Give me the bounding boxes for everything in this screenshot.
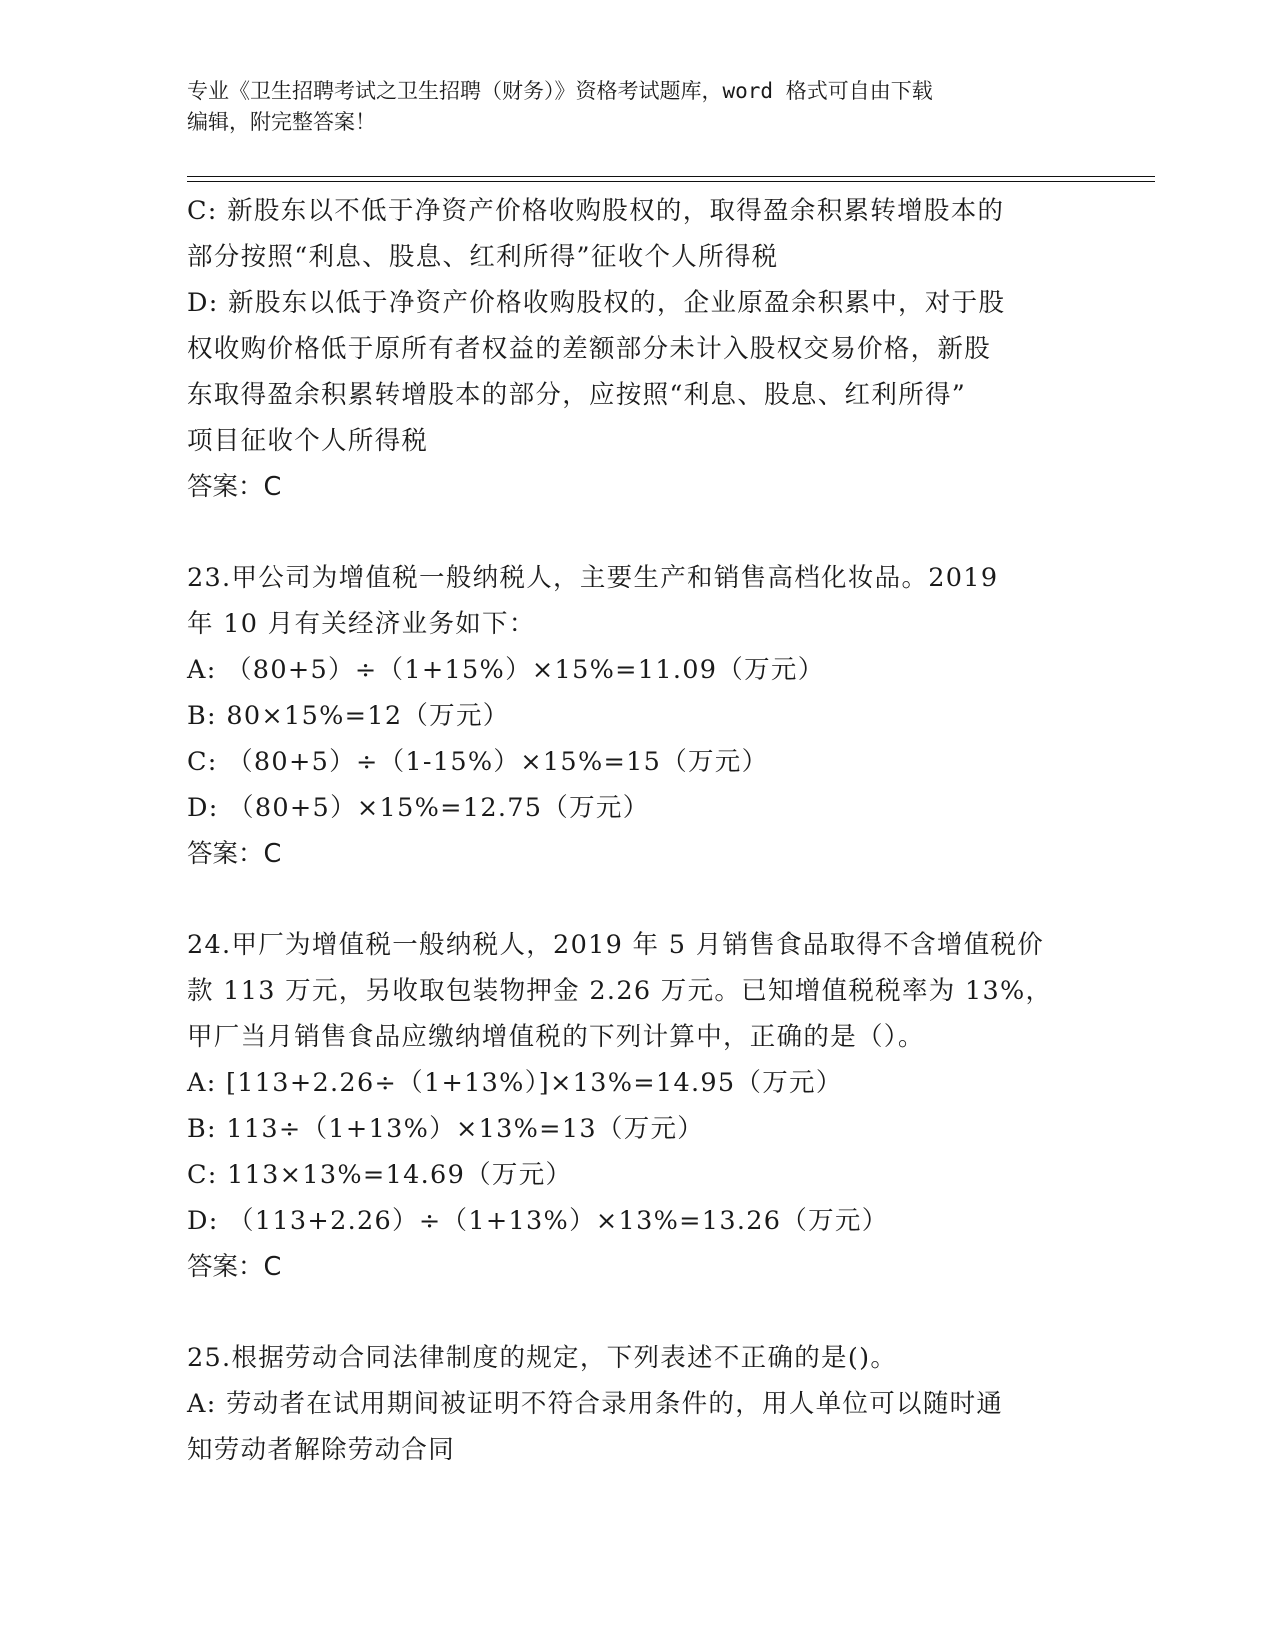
question-stem-line-1: 24.甲厂为增值税一般纳税人，2019 年 5 月销售食品取得不含增值税价 <box>187 930 1045 960</box>
option-a-line-1: A: 劳动者在试用期间被证明不符合录用条件的，用人单位可以随时通 <box>187 1389 1004 1419</box>
spacer <box>187 510 1087 555</box>
option-b: B: 80×15%=12（万元） <box>187 701 510 731</box>
option-c: C: （80+5）÷（1-15%）×15%=15（万元） <box>187 747 769 777</box>
question-stem-line-1: 23.甲公司为增值税一般纳税人，主要生产和销售高档化妆品。2019 <box>187 563 999 593</box>
header-line-1: 专业《卫生招聘考试之卫生招聘（财务）》资格考试题库，word 格式可自由下载 <box>187 79 933 103</box>
question-block-22 <box>187 188 1087 510</box>
header-divider-bottom <box>187 181 1155 182</box>
spacer <box>187 1290 1087 1335</box>
question-stem-line-3: 甲厂当月销售食品应缴纳增值税的下列计算中，正确的是（）。 <box>187 1022 925 1052</box>
header-divider-top <box>187 176 1155 177</box>
option-d-line-3: 东取得盈余积累转增股本的部分，应按照“利息、股息、红利所得” <box>187 380 967 410</box>
question-stem-line-2: 款 113 万元，另收取包装物押金 2.26 万元。已知增值税税率为 13%， <box>187 976 1053 1006</box>
option-b: B: 113÷（1+13%）×13%=13（万元） <box>187 1114 705 1144</box>
question-block-23 <box>187 555 1087 877</box>
option-c-line-1: C: 新股东以不低于净资产价格收购股权的，取得盈余积累转增股本的 <box>187 196 1005 226</box>
answer-text: 答案：C <box>187 1252 282 1282</box>
option-d-line-1: D: 新股东以低于净资产价格收购股权的，企业原盈余积累中，对于股 <box>187 288 1006 318</box>
document-header <box>187 76 1087 138</box>
option-c: C: 113×13%=14.69（万元） <box>187 1160 573 1190</box>
option-a-line-2: 知劳动者解除劳动合同 <box>187 1435 456 1465</box>
question-stem-line-1: 25.根据劳动合同法律制度的规定，下列表述不正确的是()。 <box>187 1343 898 1373</box>
document-body <box>187 188 1087 1473</box>
option-d-line-2: 权收购价格低于原所有者权益的差额部分未计入股权交易价格，新股 <box>187 334 992 364</box>
answer-text: 答案：C <box>187 472 282 502</box>
spacer <box>187 877 1087 922</box>
option-c-line-2: 部分按照“利息、股息、红利所得”征收个人所得税 <box>187 242 779 272</box>
question-stem-line-2: 年 10 月有关经济业务如下： <box>187 609 536 639</box>
option-d-line-4: 项目征收个人所得税 <box>187 426 429 456</box>
header-line-2: 编辑，附完整答案！ <box>187 110 376 134</box>
answer-text: 答案：C <box>187 839 282 869</box>
question-block-24 <box>187 922 1087 1290</box>
option-d: D: （113+2.26）÷（1+13%）×13%=13.26（万元） <box>187 1206 889 1236</box>
question-block-25 <box>187 1335 1087 1473</box>
option-d: D: （80+5）×15%=12.75（万元） <box>187 793 650 823</box>
option-a: A: [113+2.26÷（1+13%）]×13%=14.95（万元） <box>187 1068 843 1098</box>
option-a: A: （80+5）÷（1+15%）×15%=11.09（万元） <box>187 655 825 685</box>
